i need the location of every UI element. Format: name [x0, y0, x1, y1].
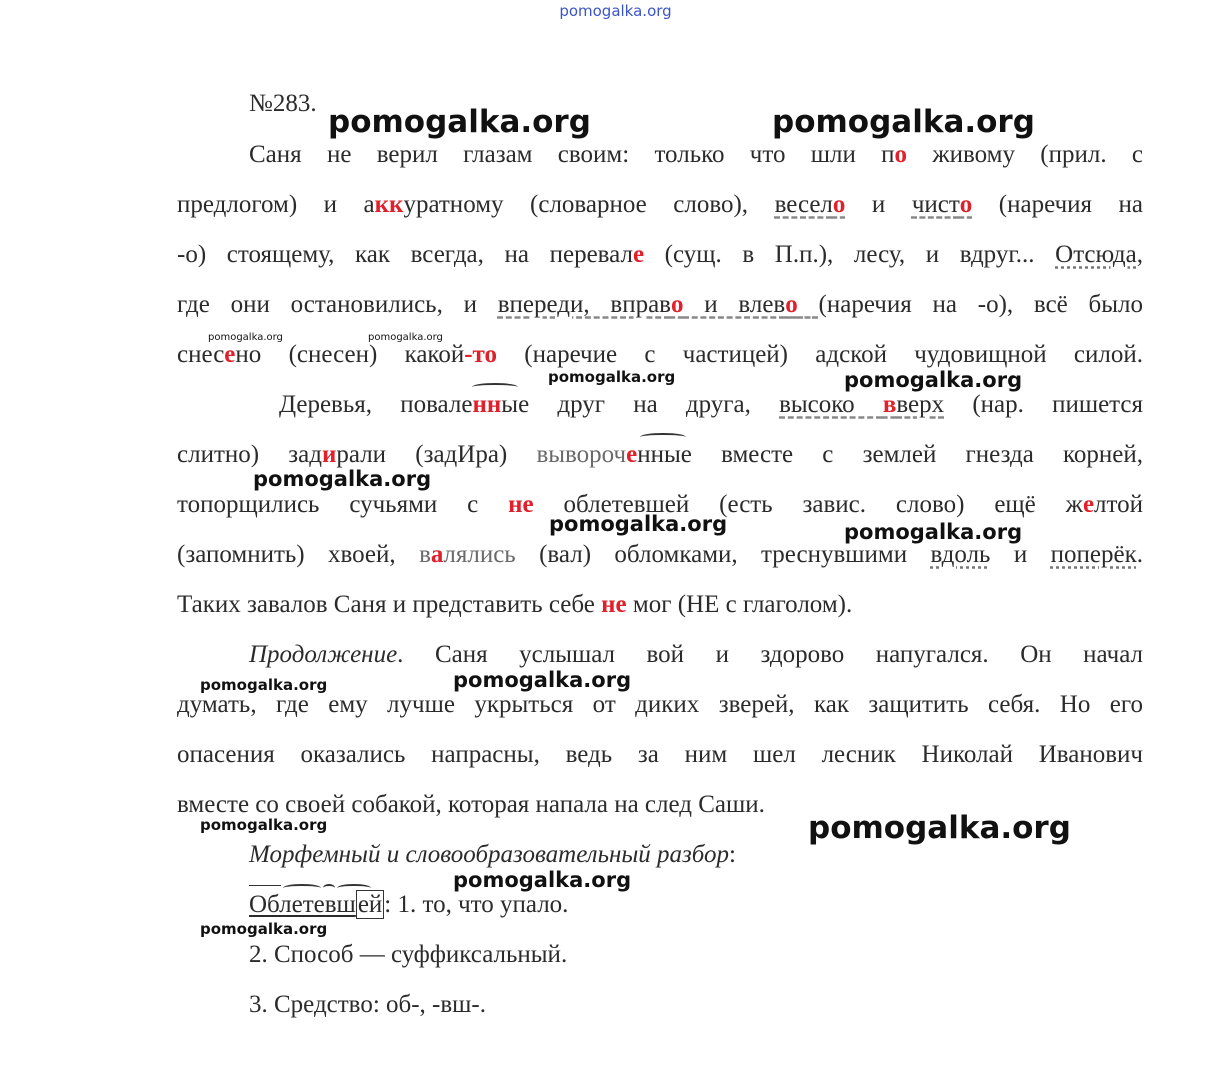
morph-line-1 [249, 888, 1143, 922]
text: мог (НЕ с глаголом). [626, 591, 853, 618]
p3-line-3: опасения оказались напрасны, ведь за ним шел лесник Николай Иванович [177, 741, 1143, 768]
underlined-phrase: высоко вверх [779, 391, 945, 418]
watermark[interactable]: pomogalka.org [772, 104, 1035, 140]
text: (наречия на -о), всё было [818, 291, 1144, 318]
text: снес [177, 341, 225, 368]
suffix-arc [640, 433, 686, 441]
p3-line-2: думать, где ему лучше укрыться от диких зверей, как защитить себя. Но его [177, 691, 1143, 718]
text: слитно) зад [177, 441, 322, 468]
text: . [1136, 541, 1143, 568]
highlight: не [508, 491, 534, 518]
grey-text: в [419, 541, 431, 568]
text: . Саня услышал вой и здорово напугался. Он начал [397, 641, 1143, 668]
highlight: кк [374, 191, 404, 218]
highlight: и [321, 441, 337, 468]
text: живому (прил. с [907, 141, 1143, 168]
highlight: е [632, 241, 645, 268]
text: Саня не верил глазам своим: только что шли п [249, 141, 895, 168]
watermark[interactable]: pomogalka.org [808, 810, 1071, 846]
p1-line-5 [177, 338, 1143, 372]
text: рали (задИра) [336, 441, 537, 468]
ending-box: ей [357, 891, 383, 918]
suffix-arc [337, 884, 371, 892]
text: облетевшей (есть завис. слово) ещё ж [533, 491, 1083, 518]
underlined-word: Отсюда [1055, 241, 1137, 268]
text: уратному (словарное слово), [403, 191, 775, 218]
suffix-mark [323, 884, 335, 892]
italic-heading: Морфемный и словообразовательный разбор [249, 841, 730, 868]
text: Деревья, повале [279, 391, 473, 418]
watermark[interactable]: pomogalka.org [368, 332, 443, 343]
italic-heading: Продолжение [249, 641, 398, 668]
text: (наречие с частицей) адской чудовищной силой. [496, 341, 1144, 368]
grey-text: выворо [536, 441, 614, 468]
p3-line-4: вместе со своей собакой, которая напала на след Саши. [177, 791, 765, 818]
suffix-arc [472, 383, 518, 391]
underlined-word: поперёк [1050, 541, 1137, 568]
text: ые друг на друга, [501, 391, 780, 418]
text: но (снесен) какой [235, 341, 465, 368]
text: нные вместе с землей гнезда корней, [637, 441, 1143, 468]
highlight: е [626, 441, 638, 468]
p2-line-5 [177, 588, 1143, 622]
underlined-word: весело [774, 191, 846, 218]
highlight: о [894, 141, 908, 168]
underlined-word: вдоль [930, 541, 991, 568]
text: (запомнить) хвоей, [177, 541, 420, 568]
text: (сущ. в П.п.), лесу, и вдруг... [644, 241, 1056, 268]
text: и [845, 191, 912, 218]
watermark[interactable]: pomogalka.org [844, 520, 1023, 544]
highlight: а [430, 541, 444, 568]
text: и [990, 541, 1051, 568]
p1-line-2 [177, 188, 1143, 222]
grey-text: ч [613, 441, 627, 468]
watermark[interactable]: pomogalka.org [453, 868, 632, 892]
root-arc [283, 884, 321, 892]
text: Таких завалов Саня и представить себе [177, 591, 602, 618]
watermark[interactable]: pomogalka.org [328, 104, 591, 140]
underlined-word: чисто [911, 191, 973, 218]
p1-line-1 [249, 138, 1143, 172]
watermark[interactable]: pomogalka.org [844, 368, 1023, 392]
prefix-mark [249, 885, 281, 886]
highlight: е [224, 341, 236, 368]
text: (нар. пишется [944, 391, 1143, 418]
p1-line-4 [177, 288, 1143, 322]
text: лтой [1094, 491, 1143, 518]
highlight: е [1082, 491, 1095, 518]
analyzed-word: Облетевш [249, 891, 356, 918]
watermark[interactable]: pomogalka.org [200, 920, 328, 938]
text: где они остановились, и [177, 291, 498, 318]
text: (вал) обломками, треснувшими [515, 541, 931, 568]
watermark[interactable]: pomogalka.org [548, 368, 676, 386]
header-watermark[interactable]: pomogalka.org [559, 2, 672, 20]
highlight: нн [472, 391, 502, 418]
p1-line-3 [177, 238, 1143, 272]
p3-line-1 [249, 638, 1143, 672]
grey-text: лялись [443, 541, 516, 568]
text: (наречия на [972, 191, 1143, 218]
text: предлогом) и а [177, 191, 375, 218]
watermark[interactable]: pomogalka.org [549, 512, 728, 536]
morph-line-3: 3. Средство: об-, -вш-. [249, 991, 487, 1018]
watermark[interactable]: pomogalka.org [208, 332, 283, 343]
watermark[interactable]: pomogalka.org [200, 816, 328, 834]
text: : 1. то, что упало. [384, 891, 569, 918]
text: , [1136, 241, 1143, 268]
text: -о) стоящему, как всегда, на перевал [177, 241, 633, 268]
highlight: -то [464, 341, 497, 368]
watermark[interactable]: pomogalka.org [453, 668, 632, 692]
text: топорщились сучьями с [177, 491, 509, 518]
exercise-number: №283. [249, 90, 317, 117]
watermark[interactable]: pomogalka.org [200, 676, 328, 694]
morph-line-2: 2. Способ — суффиксальный. [249, 941, 568, 968]
text: : [729, 841, 736, 868]
p2-line-1 [279, 388, 1143, 422]
watermark[interactable]: pomogalka.org [253, 467, 432, 491]
highlight: не [601, 591, 627, 618]
underlined-phrase: впереди, вправо и влево [497, 291, 798, 318]
